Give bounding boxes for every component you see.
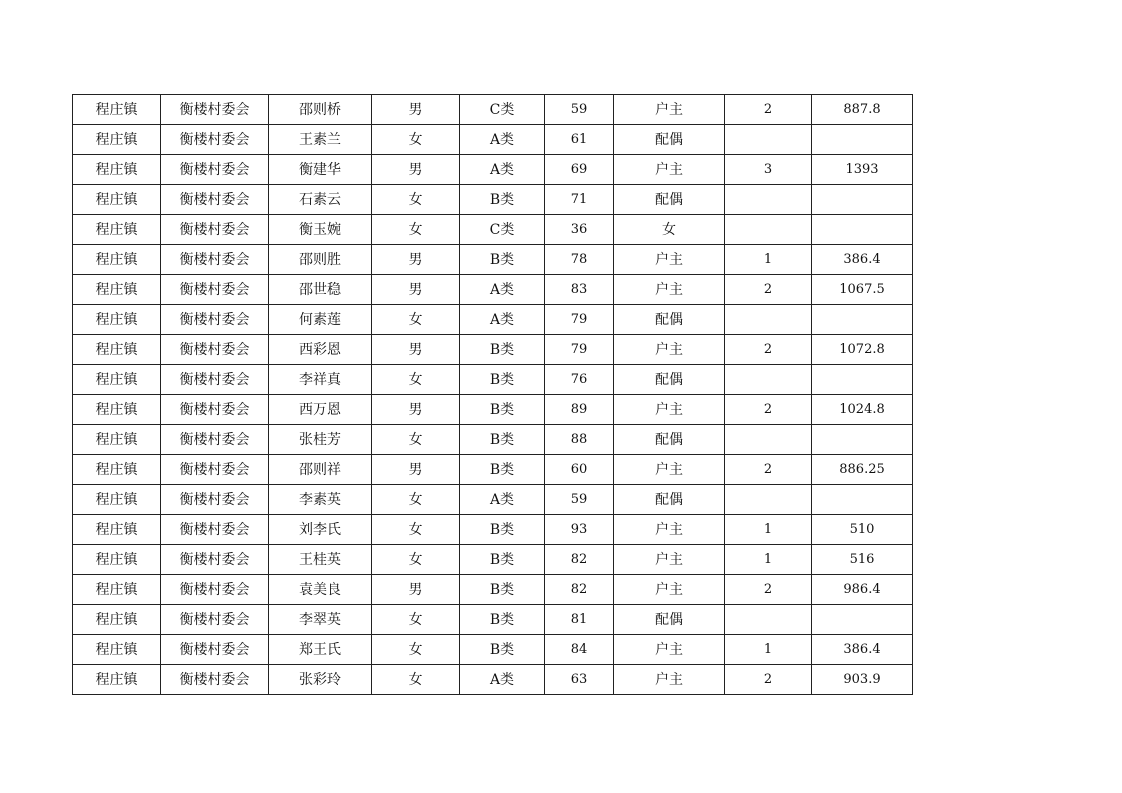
cell-gender: 男 <box>372 395 460 425</box>
cell-amount: 1024.8 <box>812 395 913 425</box>
cell-amount <box>812 425 913 455</box>
cell-age: 59 <box>545 485 614 515</box>
cell-gender: 女 <box>372 515 460 545</box>
cell-town: 程庄镇 <box>73 395 161 425</box>
cell-village-committee: 衡楼村委会 <box>161 185 269 215</box>
cell-name: 衡玉婉 <box>269 215 372 245</box>
cell-relation: 户主 <box>614 545 725 575</box>
cell-relation: 配偶 <box>614 605 725 635</box>
cell-household-size <box>725 185 812 215</box>
cell-town: 程庄镇 <box>73 275 161 305</box>
cell-household-size <box>725 215 812 245</box>
cell-age: 69 <box>545 155 614 185</box>
cell-relation: 户主 <box>614 245 725 275</box>
cell-town: 程庄镇 <box>73 95 161 125</box>
cell-name: 邵则桥 <box>269 95 372 125</box>
cell-gender: 女 <box>372 305 460 335</box>
cell-category: B类 <box>460 425 545 455</box>
cell-name: 石素云 <box>269 185 372 215</box>
cell-household-size <box>725 365 812 395</box>
cell-village-committee: 衡楼村委会 <box>161 665 269 695</box>
cell-amount: 510 <box>812 515 913 545</box>
table-row <box>73 575 913 605</box>
cell-amount: 386.4 <box>812 635 913 665</box>
cell-household-size <box>725 125 812 155</box>
cell-age: 84 <box>545 635 614 665</box>
cell-household-size: 2 <box>725 275 812 305</box>
cell-village-committee: 衡楼村委会 <box>161 575 269 605</box>
table-row <box>73 425 913 455</box>
cell-category: B类 <box>460 245 545 275</box>
cell-name: 李素英 <box>269 485 372 515</box>
cell-relation: 户主 <box>614 395 725 425</box>
cell-relation: 户主 <box>614 335 725 365</box>
table-row <box>73 335 913 365</box>
cell-relation: 配偶 <box>614 365 725 395</box>
cell-household-size: 2 <box>725 455 812 485</box>
cell-town: 程庄镇 <box>73 185 161 215</box>
cell-age: 79 <box>545 335 614 365</box>
cell-household-size <box>725 305 812 335</box>
cell-village-committee: 衡楼村委会 <box>161 395 269 425</box>
cell-relation: 户主 <box>614 665 725 695</box>
cell-town: 程庄镇 <box>73 455 161 485</box>
cell-town: 程庄镇 <box>73 635 161 665</box>
cell-category: B类 <box>460 455 545 485</box>
table-row <box>73 515 913 545</box>
table-row <box>73 395 913 425</box>
cell-name: 邵则胜 <box>269 245 372 275</box>
cell-category: B类 <box>460 575 545 605</box>
cell-age: 93 <box>545 515 614 545</box>
cell-amount <box>812 185 913 215</box>
cell-gender: 女 <box>372 485 460 515</box>
cell-town: 程庄镇 <box>73 365 161 395</box>
cell-gender: 男 <box>372 155 460 185</box>
cell-village-committee: 衡楼村委会 <box>161 155 269 185</box>
cell-household-size: 2 <box>725 335 812 365</box>
table-row <box>73 155 913 185</box>
cell-relation: 户主 <box>614 635 725 665</box>
cell-age: 63 <box>545 665 614 695</box>
cell-name: 西彩恩 <box>269 335 372 365</box>
cell-relation: 户主 <box>614 95 725 125</box>
data-table <box>72 94 913 695</box>
cell-town: 程庄镇 <box>73 155 161 185</box>
cell-gender: 女 <box>372 215 460 245</box>
cell-gender: 男 <box>372 455 460 485</box>
table-row <box>73 485 913 515</box>
cell-household-size <box>725 485 812 515</box>
cell-category: A类 <box>460 155 545 185</box>
cell-village-committee: 衡楼村委会 <box>161 275 269 305</box>
cell-gender: 女 <box>372 125 460 155</box>
table-row <box>73 545 913 575</box>
cell-town: 程庄镇 <box>73 485 161 515</box>
cell-village-committee: 衡楼村委会 <box>161 245 269 275</box>
cell-gender: 女 <box>372 635 460 665</box>
cell-category: B类 <box>460 635 545 665</box>
cell-household-size: 1 <box>725 515 812 545</box>
cell-relation: 配偶 <box>614 185 725 215</box>
cell-household-size: 2 <box>725 395 812 425</box>
cell-town: 程庄镇 <box>73 425 161 455</box>
cell-household-size: 2 <box>725 575 812 605</box>
cell-category: C类 <box>460 215 545 245</box>
cell-household-size <box>725 425 812 455</box>
cell-gender: 女 <box>372 425 460 455</box>
table-row <box>73 185 913 215</box>
cell-town: 程庄镇 <box>73 215 161 245</box>
cell-category: A类 <box>460 665 545 695</box>
cell-gender: 男 <box>372 275 460 305</box>
cell-category: A类 <box>460 125 545 155</box>
cell-category: B类 <box>460 365 545 395</box>
cell-category: B类 <box>460 395 545 425</box>
cell-gender: 男 <box>372 245 460 275</box>
cell-name: 王素兰 <box>269 125 372 155</box>
cell-amount <box>812 365 913 395</box>
cell-name: 西万恩 <box>269 395 372 425</box>
cell-town: 程庄镇 <box>73 305 161 335</box>
cell-household-size: 1 <box>725 635 812 665</box>
cell-relation: 户主 <box>614 515 725 545</box>
cell-village-committee: 衡楼村委会 <box>161 215 269 245</box>
cell-category: C类 <box>460 95 545 125</box>
cell-village-committee: 衡楼村委会 <box>161 305 269 335</box>
cell-age: 59 <box>545 95 614 125</box>
cell-amount: 886.25 <box>812 455 913 485</box>
cell-category: B类 <box>460 605 545 635</box>
cell-age: 82 <box>545 575 614 605</box>
cell-village-committee: 衡楼村委会 <box>161 335 269 365</box>
cell-village-committee: 衡楼村委会 <box>161 125 269 155</box>
cell-village-committee: 衡楼村委会 <box>161 425 269 455</box>
cell-name: 张桂芳 <box>269 425 372 455</box>
cell-age: 61 <box>545 125 614 155</box>
cell-household-size <box>725 605 812 635</box>
table-row <box>73 305 913 335</box>
table-row <box>73 635 913 665</box>
cell-amount: 386.4 <box>812 245 913 275</box>
cell-village-committee: 衡楼村委会 <box>161 455 269 485</box>
cell-gender: 男 <box>372 335 460 365</box>
cell-age: 79 <box>545 305 614 335</box>
cell-amount: 887.8 <box>812 95 913 125</box>
table-row <box>73 665 913 695</box>
cell-amount: 516 <box>812 545 913 575</box>
cell-age: 60 <box>545 455 614 485</box>
table-row <box>73 245 913 275</box>
cell-relation: 配偶 <box>614 125 725 155</box>
cell-town: 程庄镇 <box>73 515 161 545</box>
cell-age: 78 <box>545 245 614 275</box>
cell-age: 82 <box>545 545 614 575</box>
cell-village-committee: 衡楼村委会 <box>161 365 269 395</box>
cell-relation: 配偶 <box>614 485 725 515</box>
cell-amount: 1067.5 <box>812 275 913 305</box>
cell-age: 71 <box>545 185 614 215</box>
cell-town: 程庄镇 <box>73 575 161 605</box>
cell-town: 程庄镇 <box>73 545 161 575</box>
cell-name: 邵则祥 <box>269 455 372 485</box>
cell-amount: 903.9 <box>812 665 913 695</box>
cell-category: A类 <box>460 275 545 305</box>
cell-category: A类 <box>460 305 545 335</box>
cell-relation: 户主 <box>614 455 725 485</box>
cell-name: 衡建华 <box>269 155 372 185</box>
cell-gender: 男 <box>372 575 460 605</box>
table-row <box>73 125 913 155</box>
cell-category: B类 <box>460 545 545 575</box>
cell-relation: 户主 <box>614 275 725 305</box>
cell-relation: 配偶 <box>614 305 725 335</box>
table-row <box>73 95 913 125</box>
cell-gender: 女 <box>372 605 460 635</box>
cell-gender: 女 <box>372 545 460 575</box>
cell-amount: 1393 <box>812 155 913 185</box>
cell-age: 81 <box>545 605 614 635</box>
table-row <box>73 275 913 305</box>
cell-town: 程庄镇 <box>73 605 161 635</box>
cell-relation: 女 <box>614 215 725 245</box>
cell-household-size: 1 <box>725 545 812 575</box>
cell-amount <box>812 125 913 155</box>
cell-name: 郑王氏 <box>269 635 372 665</box>
table-row <box>73 215 913 245</box>
cell-name: 邵世稳 <box>269 275 372 305</box>
cell-town: 程庄镇 <box>73 125 161 155</box>
cell-town: 程庄镇 <box>73 245 161 275</box>
cell-amount: 1072.8 <box>812 335 913 365</box>
cell-name: 张彩玲 <box>269 665 372 695</box>
cell-age: 76 <box>545 365 614 395</box>
table-row <box>73 605 913 635</box>
cell-name: 袁美良 <box>269 575 372 605</box>
cell-name: 王桂英 <box>269 545 372 575</box>
cell-village-committee: 衡楼村委会 <box>161 605 269 635</box>
cell-age: 88 <box>545 425 614 455</box>
cell-name: 李祥真 <box>269 365 372 395</box>
cell-household-size: 1 <box>725 245 812 275</box>
cell-name: 刘李氏 <box>269 515 372 545</box>
cell-name: 何素莲 <box>269 305 372 335</box>
cell-household-size: 2 <box>725 665 812 695</box>
cell-village-committee: 衡楼村委会 <box>161 515 269 545</box>
cell-category: B类 <box>460 185 545 215</box>
cell-category: A类 <box>460 485 545 515</box>
table-row <box>73 455 913 485</box>
table-row <box>73 365 913 395</box>
cell-gender: 女 <box>372 365 460 395</box>
cell-gender: 男 <box>372 95 460 125</box>
cell-gender: 女 <box>372 665 460 695</box>
cell-village-committee: 衡楼村委会 <box>161 485 269 515</box>
cell-village-committee: 衡楼村委会 <box>161 95 269 125</box>
cell-relation: 户主 <box>614 575 725 605</box>
cell-amount <box>812 485 913 515</box>
cell-age: 83 <box>545 275 614 305</box>
cell-relation: 户主 <box>614 155 725 185</box>
cell-category: B类 <box>460 335 545 365</box>
cell-amount <box>812 215 913 245</box>
cell-relation: 配偶 <box>614 425 725 455</box>
cell-amount <box>812 605 913 635</box>
cell-household-size: 2 <box>725 95 812 125</box>
cell-town: 程庄镇 <box>73 335 161 365</box>
table-body <box>73 95 913 695</box>
cell-category: B类 <box>460 515 545 545</box>
cell-age: 36 <box>545 215 614 245</box>
cell-amount <box>812 305 913 335</box>
cell-gender: 女 <box>372 185 460 215</box>
cell-amount: 986.4 <box>812 575 913 605</box>
cell-village-committee: 衡楼村委会 <box>161 545 269 575</box>
cell-name: 李翠英 <box>269 605 372 635</box>
cell-village-committee: 衡楼村委会 <box>161 635 269 665</box>
cell-town: 程庄镇 <box>73 665 161 695</box>
cell-age: 89 <box>545 395 614 425</box>
cell-household-size: 3 <box>725 155 812 185</box>
